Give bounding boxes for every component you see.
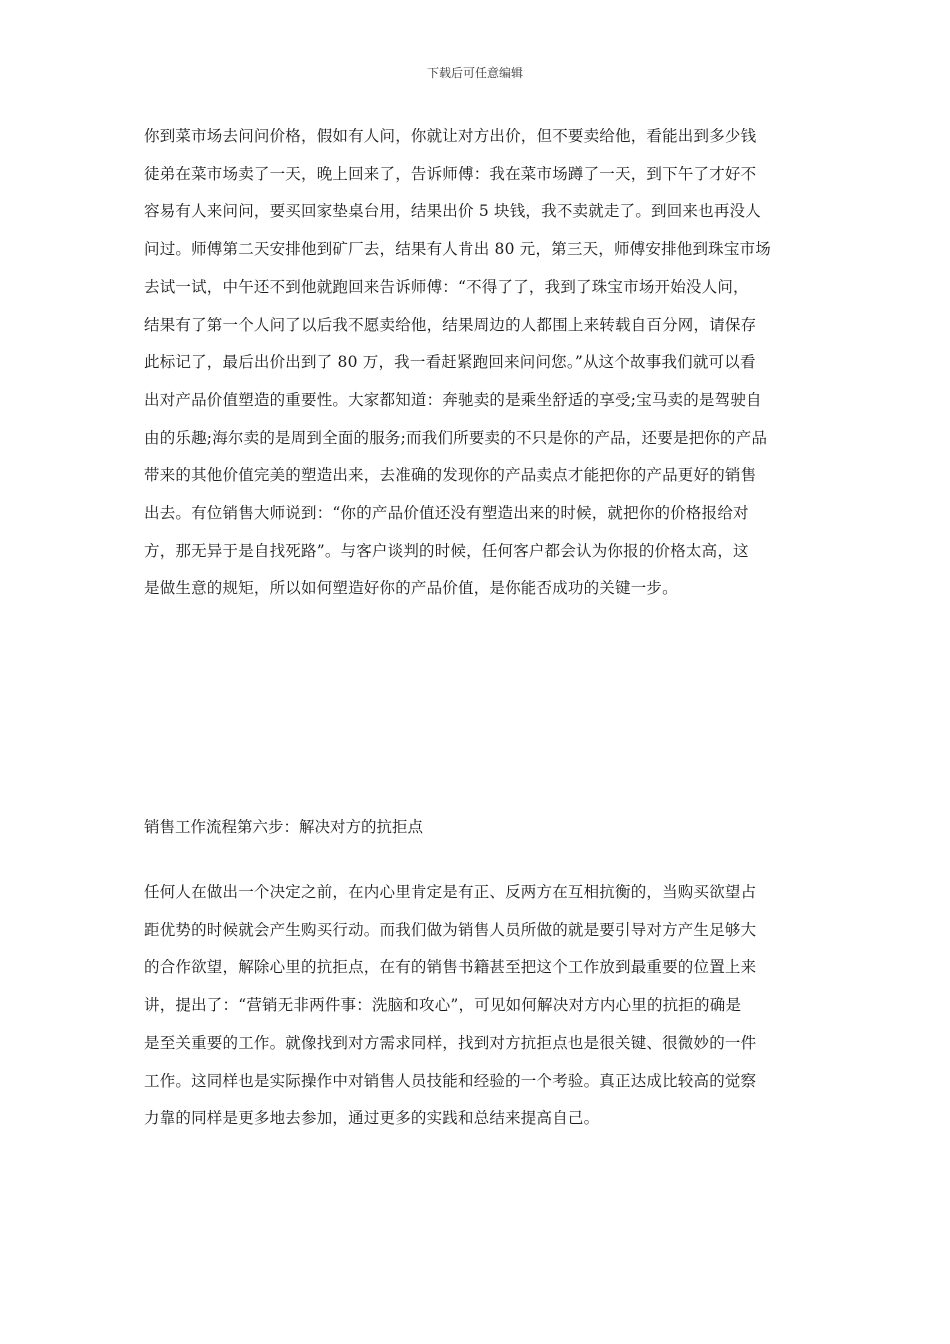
page-header: 下载后可任意编辑 bbox=[426, 66, 523, 80]
text-line: 出对产品价值塑造的重要性。大家都知道：奔驰卖的是乘坐舒适的享受;宝马卖的是驾驶自 bbox=[144, 390, 762, 409]
text-line: 出去。有位销售大师说到：“你的产品价值还没有塑造出来的时候，就把你的价格报给对 bbox=[144, 504, 749, 523]
text-line: 距优势的时候就会产生购买行动。而我们做为销售人员所做的就是要引导对方产生足够大 bbox=[144, 920, 757, 939]
text-line: 此标记了，最后出价出到了 80 万，我一看赶紧跑回来问问您。”从这个故事我们就可以看 bbox=[144, 353, 756, 372]
text-line: 是做生意的规矩，所以如何塑造好你的产品价值，是你能否成功的关键一步。 bbox=[144, 579, 678, 598]
text-line: 方，那无异于是自找死路”。与客户谈判的时候，任何客户都会认为你报的价格太高，这 bbox=[144, 541, 749, 560]
text-line: 讲，提出了：“营销无非两件事：洗脑和攻心”，可见如何解决对方内心里的抗拒的确是 bbox=[144, 996, 742, 1015]
text-line: 去试一试，中午还不到他就跑回来告诉师傅：“不得了了，我到了珠宝市场开始没人问， bbox=[144, 277, 749, 296]
text-line: 徒弟在菜市场卖了一天，晚上回来了，告诉师傅：我在菜市场蹲了一天，到下午了才好不 bbox=[144, 164, 757, 183]
text-line: 的合作欲望，解除心里的抗拒点，在有的销售书籍甚至把这个工作放到最重要的位置上来 bbox=[144, 958, 757, 977]
text-line: 你到菜市场去问问价格，假如有人问，你就让对方出价，但不要卖给他，看能出到多少钱 bbox=[144, 127, 757, 145]
text-line: 力靠的同样是更多地去参加，通过更多的实践和总结来提高自己。 bbox=[144, 1109, 600, 1128]
text-line: 问过。师傅第二天安排他到矿厂去，结果有人肯出 80 元，第三天，师傅安排他到珠宝市场 bbox=[144, 240, 771, 259]
paragraph-objections bbox=[144, 874, 809, 1138]
text-line: 容易有人来问问，要买回家垫桌台用，结果出价 5 块钱，我不卖就走了。到回来也再没人 bbox=[144, 202, 761, 221]
text-line: 由的乐趣;海尔卖的是周到全面的服务;而我们所要卖的不只是你的产品，还要是把你的产品 bbox=[144, 428, 768, 447]
section-heading: 销售工作流程第六步：解决对方的抗拒点 bbox=[144, 818, 424, 836]
text-line: 结果有了第一个人问了以后我不愿卖给他，结果周边的人都围上来转载自百分网，请保存 bbox=[144, 315, 757, 334]
paragraph-story bbox=[144, 118, 809, 608]
text-line: 任何人在做出一个决定之前，在内心里肯定是有正、反两方在互相抗衡的，当购买欲望占 bbox=[144, 883, 757, 901]
text-line: 是至关重要的工作。就像找到对方需求同样，找到对方抗拒点也是很关键、很微妙的一件 bbox=[144, 1033, 757, 1052]
text-line: 工作。这同样也是实际操作中对销售人员技能和经验的一个考验。真正达成比较高的觉察 bbox=[144, 1071, 757, 1090]
text-line: 带来的其他价值完美的塑造出来，去准确的发现你的产品卖点才能把你的产品更好的销售 bbox=[144, 466, 757, 485]
